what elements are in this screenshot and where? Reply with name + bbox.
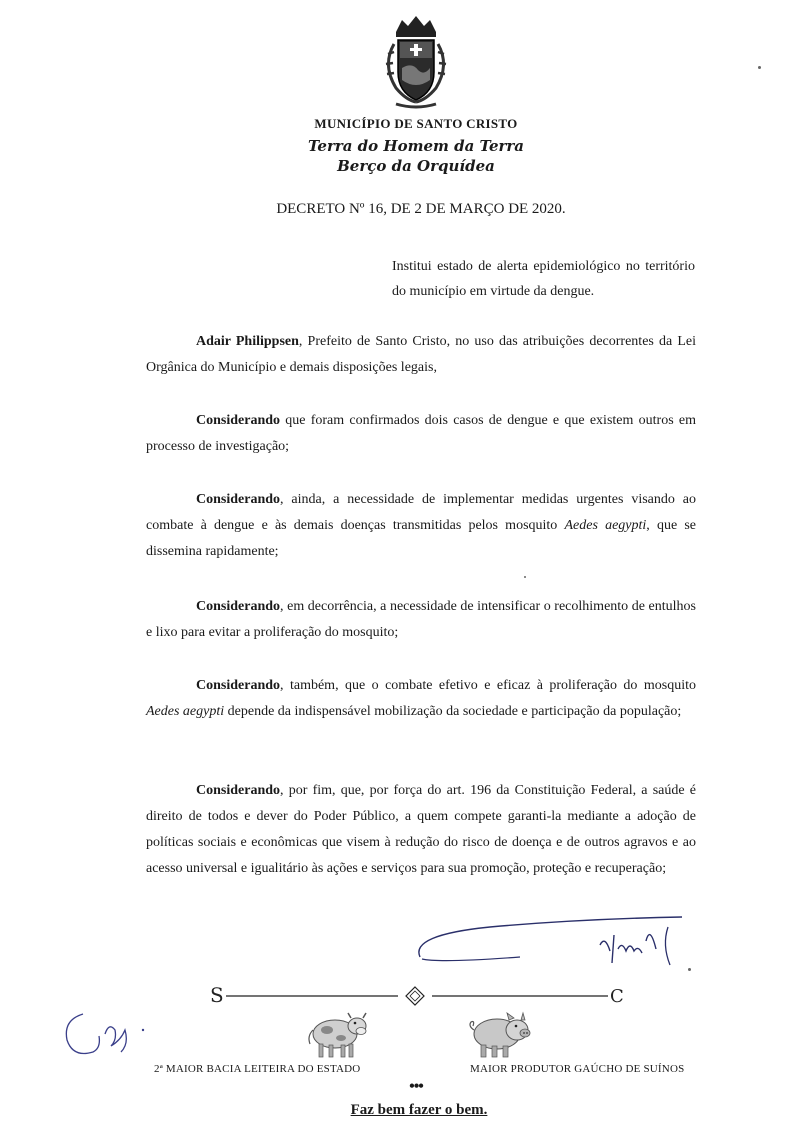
paragraph-considering-1: [146, 408, 696, 460]
considering-lead: Considerando: [196, 678, 281, 693]
scan-speck: [688, 968, 691, 971]
considering-lead: Considerando: [196, 783, 281, 798]
paragraph-text: que foram confirmados dois casos de dengue e que existem outros em processo de investigação;: [146, 413, 696, 454]
considering-lead: Considerando: [196, 492, 281, 507]
paragraph-text: , Prefeito de Santo Cristo, no uso das atribuições decorrentes da Lei Orgânica do Município e demais disposições legais,: [146, 334, 696, 375]
paragraph-considering-4: [146, 673, 696, 725]
paragraph-preamble: [146, 329, 696, 381]
motto-line-1: Terra do Homem da Terra: [307, 137, 525, 155]
svg-text:S: S: [210, 983, 224, 1007]
dairy-cow-icon: [305, 1008, 371, 1060]
species-name: Aedes aegypti: [146, 704, 225, 719]
mayor-name: Adair Philippsen: [196, 334, 299, 349]
municipal-coat-of-arms-icon: [366, 10, 466, 110]
footer-slogan: Faz bem fazer o bem.: [350, 1102, 488, 1118]
decree-summary: Institui estado de alerta epidemiológico no território do município em virtude da dengue.: [392, 259, 695, 299]
handwritten-signature: [400, 905, 700, 980]
paragraph-considering-5: [146, 778, 696, 882]
tagline-swine: MAIOR PRODUTOR GAÚCHO DE SUÍNOS: [470, 1063, 685, 1075]
decree-title: DECRETO Nº 16, DE 2 DE MARÇO DE 2020.: [276, 201, 566, 217]
municipality-name: MUNICÍPIO DE SANTO CRISTO: [314, 116, 518, 131]
separator-dots: •••: [409, 1078, 423, 1095]
paragraph-text: , em decorrência, a necessidade de intensificar o recolhimento de entulhos e lixo para evitar a proliferação do mosquito;: [146, 599, 696, 640]
initials-scribble: [55, 1000, 155, 1060]
scan-speck: [758, 66, 761, 69]
scan-speck: [524, 576, 526, 578]
paragraph-text: , também, que o combate efetivo e eficaz à proliferação do mosquito: [280, 678, 696, 693]
species-name: Aedes aegypti: [564, 518, 647, 533]
paragraph-text: , que se dissemina rapidamente;: [146, 518, 696, 559]
ornamental-divider: [210, 980, 640, 1010]
paragraph-considering-3: [146, 594, 696, 646]
paragraph-text: , por fim, que, por força do art. 196 da Constituição Federal, a saúde é direito de todos e dever do Poder Público, a quem compete garanti-la mediante a adoção de políticas sociais e econômicas que visem à redução do risco de doença e de outros agravos e ao acesso universal e igualitário às ações e serviços para sua promoção, proteção e recuperação;: [146, 783, 696, 876]
paragraph-text: , ainda, a necessidade de implementar medidas urgentes visando ao combate à dengue e às demais doenças transmitidas pelos mosquito: [146, 492, 696, 533]
motto-line-2: Berço da Orquídea: [337, 157, 495, 175]
considering-lead: Considerando: [196, 599, 281, 614]
paragraph-considering-2: [146, 487, 696, 565]
paragraph-text: depende da indispensável mobilização da sociedade e participação da população;: [224, 704, 682, 719]
svg-text:C: C: [610, 986, 624, 1007]
considering-lead: Considerando: [196, 413, 281, 428]
tagline-dairy: 2ª MAIOR BACIA LEITEIRA DO ESTADO: [154, 1063, 361, 1075]
pig-icon: [467, 1008, 533, 1060]
